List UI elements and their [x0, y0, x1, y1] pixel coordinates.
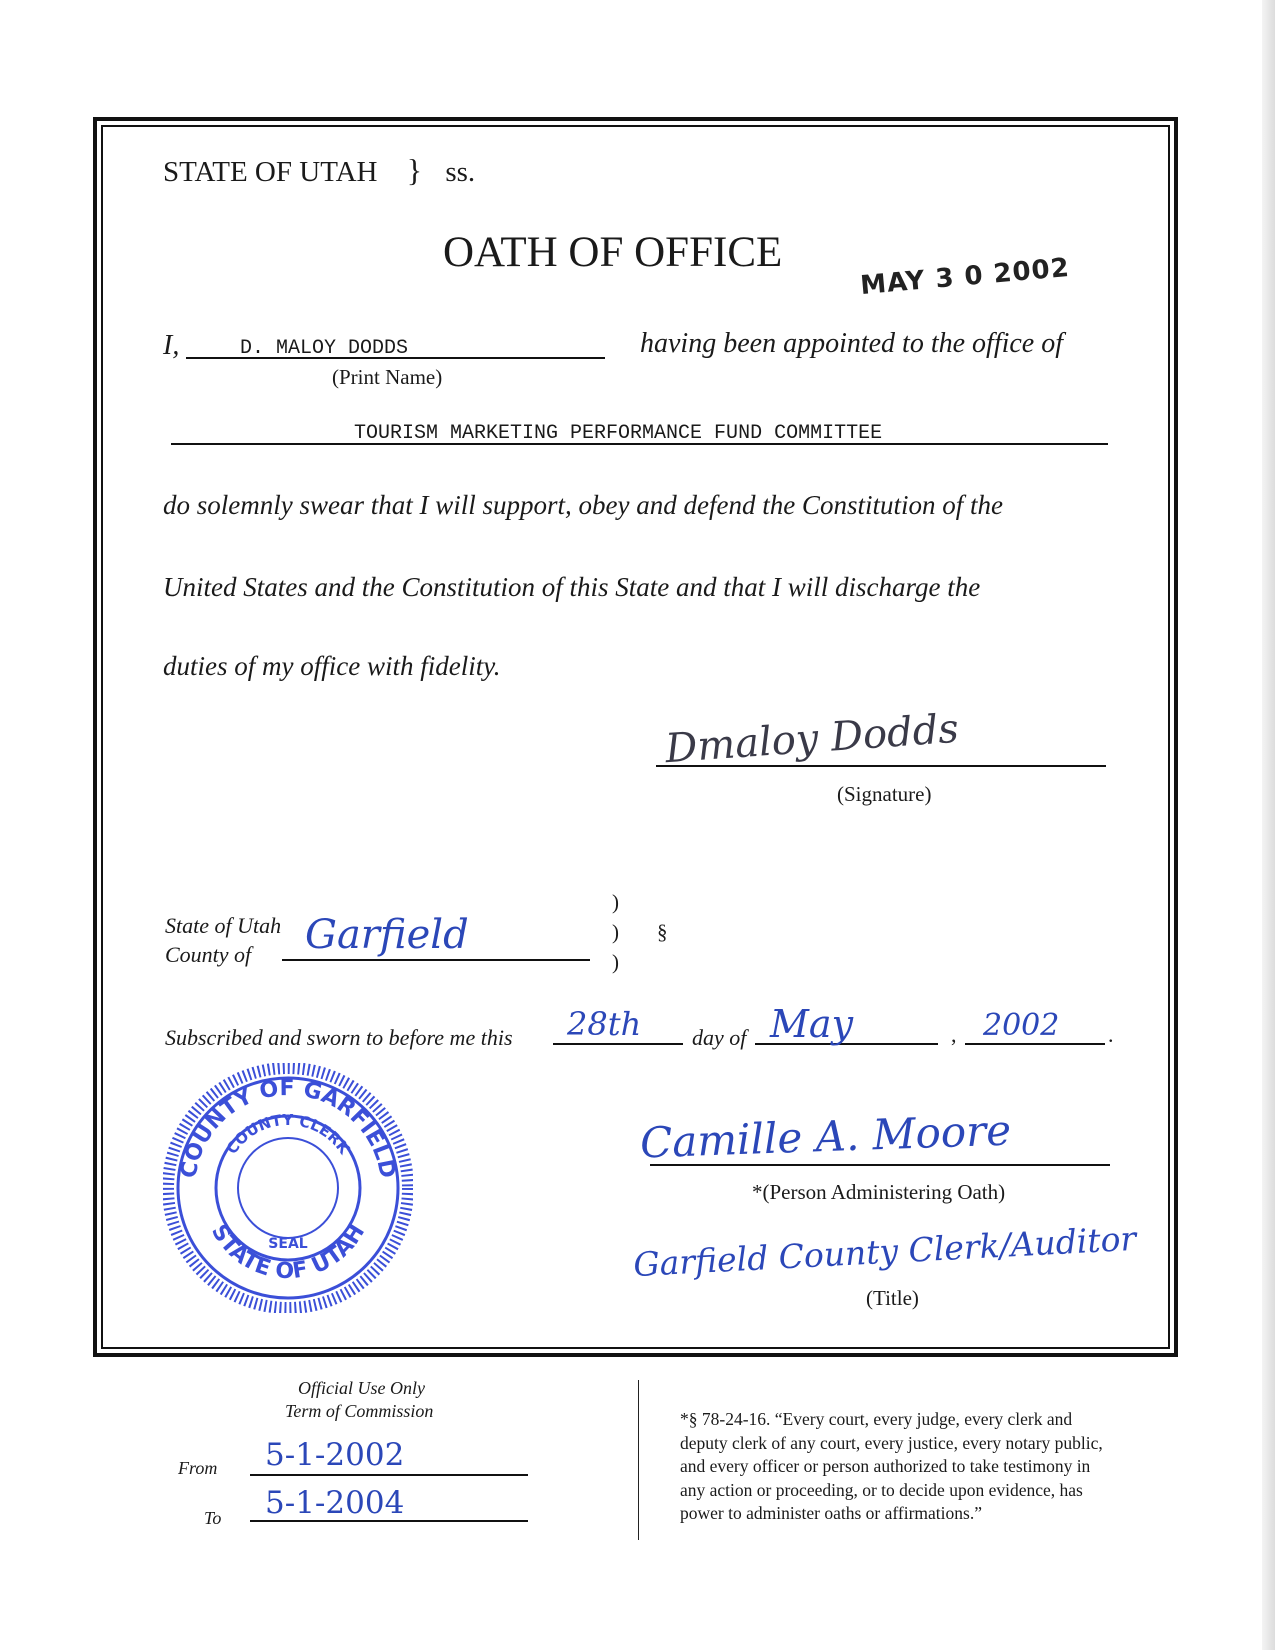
- month-handwritten: May: [770, 1002, 854, 1046]
- section-mark: §: [657, 920, 668, 944]
- brace-glyph: }: [406, 152, 423, 188]
- county-seal-graphic: [163, 1063, 413, 1313]
- paren-1: ): [612, 890, 619, 914]
- year-line: [965, 1043, 1105, 1045]
- ss-label: ss.: [445, 156, 476, 188]
- state-label: STATE OF UTAH: [163, 156, 378, 188]
- administrator-caption: *(Person Administering Oath): [752, 1180, 1006, 1204]
- county-line: [282, 959, 590, 961]
- seal-inner-top-text: COUNTY CLERK: [222, 1110, 354, 1158]
- footnote-line-4: any action or proceeding, or to decide upon evidence, has: [680, 1479, 1083, 1500]
- day-of-label: day of: [692, 1025, 747, 1050]
- from-handwritten: 5-1-2002: [265, 1437, 405, 1473]
- title-caption: (Title): [866, 1286, 919, 1310]
- to-handwritten: 5-1-2004: [265, 1485, 405, 1521]
- footnote: [680, 1408, 1103, 1526]
- office-value: TOURISM MARKETING PERFORMANCE FUND COMMITTEE: [354, 422, 883, 445]
- venue-state-label: State of Utah: [165, 913, 282, 938]
- document-title: OATH OF OFFICE: [443, 229, 783, 276]
- county-handwritten: Garfield: [305, 912, 469, 958]
- subscribed-prefix: Subscribed and sworn to before me this: [165, 1025, 513, 1050]
- to-label: To: [204, 1508, 222, 1528]
- year-handwritten: 2002: [983, 1008, 1060, 1043]
- from-line: [250, 1474, 528, 1476]
- footnote-line-1: *§ 78-24-16. “Every court, every judge, every clerk and: [680, 1409, 1073, 1429]
- footnote-line-2: deputy clerk of any court, every justice, every notary public,: [680, 1432, 1103, 1453]
- from-label: From: [178, 1458, 218, 1478]
- seal-center-text: SEAL: [268, 1236, 308, 1252]
- day-handwritten: 28th: [567, 1005, 642, 1043]
- venue-county-label: County of: [165, 942, 252, 967]
- footer-divider: [638, 1380, 639, 1540]
- print-name-caption: (Print Name): [332, 365, 443, 389]
- oath-line-2: United States and the Constitution of this State and that I will discharge the: [163, 572, 981, 602]
- signature-handwritten: Dmaloy Dodds: [663, 705, 961, 773]
- appointed-text: having been appointed to the office of: [640, 328, 1064, 359]
- paren-3: ): [612, 950, 619, 974]
- day-line: [553, 1043, 683, 1045]
- pronoun-i: I,: [163, 330, 180, 361]
- signature-caption: (Signature): [837, 782, 932, 806]
- print-name-value: D. MALOY DODDS: [240, 337, 409, 360]
- oath-line-3: duties of my office with fidelity.: [163, 651, 501, 681]
- oath-line-1: do solemnly swear that I will support, obey and defend the Constitution of the: [163, 490, 1003, 520]
- paren-2: ): [612, 920, 619, 944]
- administrator-signature-handwritten: Camille A. Moore: [639, 1105, 1012, 1168]
- state-header: [163, 152, 475, 189]
- seal-outer-bottom-text: STATE OF UTAH: [205, 1220, 371, 1285]
- comma: ,: [951, 1022, 957, 1047]
- seal-outer-top-text: COUNTY OF GARFIELD: [176, 1075, 400, 1181]
- official-use-heading: Official Use Only: [298, 1378, 425, 1398]
- footnote-line-3: and every officer or person authorized to take testimony in: [680, 1456, 1091, 1476]
- county-seal: [163, 1063, 413, 1313]
- term-heading: Term of Commission: [285, 1401, 434, 1421]
- period: .: [1108, 1022, 1114, 1047]
- scan-edge-shadow: [1262, 0, 1275, 1650]
- footnote-line-5: power to administer oaths or affirmations.”: [680, 1503, 982, 1523]
- administrator-title-handwritten: Garfield County Clerk/Auditor: [632, 1218, 1138, 1285]
- received-date-stamp: MAY 3 0 2002: [859, 252, 1071, 302]
